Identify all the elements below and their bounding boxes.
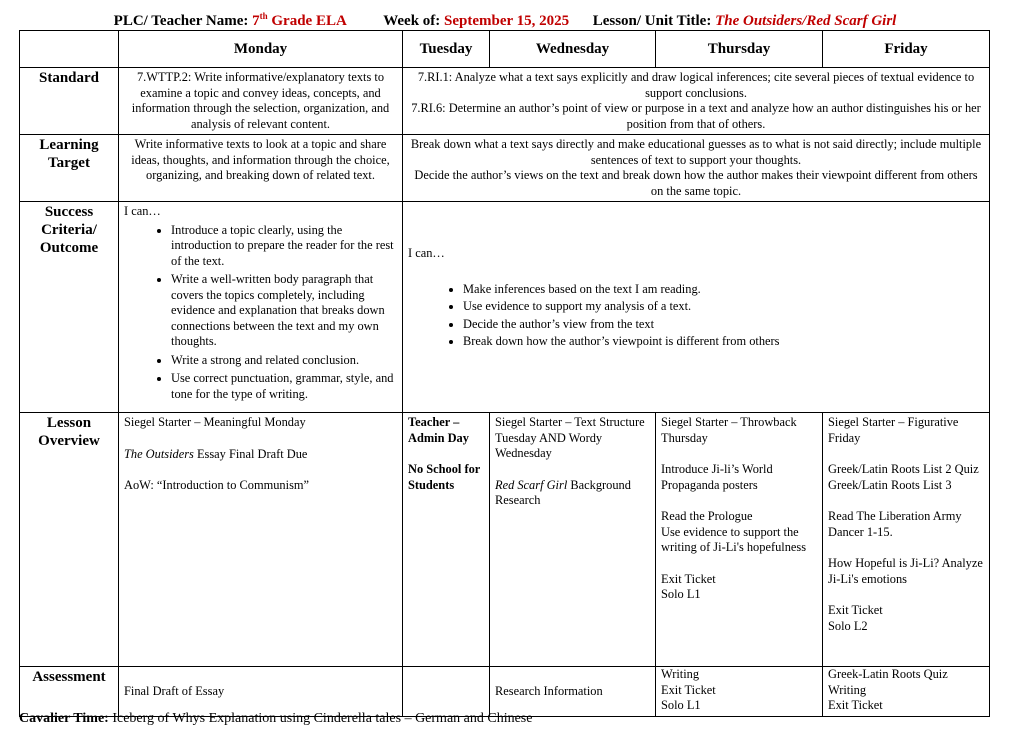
day-wednesday: Wednesday: [490, 31, 656, 68]
standard-monday: 7.WTTP.2: Write informative/explanatory texts to examine a topic and convey ideas, concepts, and information through the selection, organization, and analysis of relevant content.: [119, 68, 403, 135]
lesson-friday-starter: Siegel Starter – Figurative Friday: [828, 415, 959, 445]
lesson-tuesday: [403, 413, 490, 667]
learning-target-1: Break down what a text says directly and make educational guesses as to what is not said directly; include multiple sentences of text to support your thoughts.: [410, 137, 982, 167]
list-item: Greek-Latin Roots Quiz: [828, 667, 948, 681]
row-label-assessment: Assessment: [20, 667, 119, 717]
list-item: Exit Ticket: [828, 698, 883, 712]
lesson-wednesday-starter: Siegel Starter – Text Structure Tuesday AND Wordy Wednesday: [495, 415, 645, 460]
grade-value: 7th Grade ELA: [252, 11, 346, 29]
learning-target-monday: Write informative texts to look at a topic and share ideas, thoughts, and information through the choice, organizing, and breaking down of related text.: [119, 135, 403, 202]
assessment-friday: [823, 667, 990, 717]
lesson-thursday-exit: Exit Ticket: [661, 571, 716, 586]
list-item: • Make inferences based on the text I am reading.: [463, 282, 984, 298]
lesson-monday-essay: The Outsiders Essay Final Draft Due: [124, 446, 308, 461]
lesson-thursday-prologue: Read the Prologue: [661, 509, 753, 523]
success-rest-intro: I can…: [408, 246, 445, 261]
learning-target-2: Decide the author’s views on the text and break down how the author makes their viewpoint different from others on the same topic.: [414, 168, 978, 198]
lesson-title: The Outsiders/Red Scarf Girl: [715, 13, 897, 29]
learning-target-rest: [403, 135, 990, 202]
row-label-standard: Standard: [20, 68, 119, 135]
success-rest-list: [408, 282, 984, 350]
success-monday-intro: I can…: [124, 204, 161, 218]
list-item: • Break down how the author’s viewpoint is different from others: [463, 334, 984, 350]
assessment-thursday: [656, 667, 823, 717]
lesson-friday-list3: Greek/Latin Roots List 3: [828, 477, 952, 492]
success-criteria-row: [20, 202, 990, 413]
assessment-tuesday: [403, 667, 490, 717]
lesson-tuesday-noschool: No School for Students: [408, 462, 481, 492]
week-label: Week of:: [383, 13, 441, 29]
list-item: • Use evidence to support my analysis of a text.: [463, 299, 984, 315]
standard-ri6: 7.RI.6: Determine an author’s point of view or purpose in a text and analyze how an author distinguishes his or her position from that of others.: [411, 101, 981, 131]
day-tuesday: Tuesday: [403, 31, 490, 68]
lesson-thursday-starter: Siegel Starter – Throwback Thursday: [661, 415, 797, 445]
lesson-friday-read: Read The Liberation Army Dancer 1-15.: [828, 509, 962, 539]
list-item: • Write a strong and related conclusion.: [171, 353, 397, 369]
lesson-wednesday: [490, 413, 656, 667]
lesson-thursday-posters: Introduce Ji-li’s World Propaganda posters: [661, 462, 773, 492]
day-header-row: [20, 31, 990, 68]
cavalier-label: Cavalier Time:: [19, 711, 109, 726]
lesson-tuesday-admin: Teacher – Admin Day: [408, 415, 469, 445]
standard-rest: [403, 68, 990, 135]
learning-target-row: [20, 135, 990, 202]
lesson-plan-table: [19, 30, 990, 717]
list-item: • Introduce a topic clearly, using the introduction to prepare the reader for the rest of the text.: [171, 223, 397, 270]
lesson-thursday-solo: Solo L1: [661, 587, 701, 601]
list-item: Exit Ticket: [661, 682, 716, 697]
lesson-thursday-evidence: Use evidence to support the writing of Ji-Li's hopefulness: [661, 524, 807, 554]
lesson-thursday: [656, 413, 823, 667]
lesson-friday-solo: Solo L2: [828, 618, 868, 633]
lesson-label: Lesson/ Unit Title:: [592, 13, 712, 29]
corner-cell: [20, 31, 119, 68]
day-friday: Friday: [823, 31, 990, 68]
page-header: [0, 11, 1010, 30]
lesson-monday-starter: Siegel Starter – Meaningful Monday: [124, 415, 306, 429]
cavalier-time: [19, 711, 532, 727]
standard-row: [20, 68, 990, 135]
success-monday-list: [124, 223, 397, 403]
lesson-friday-quiz: Greek/Latin Roots List 2 Quiz: [828, 462, 979, 476]
row-label-success-criteria: Success Criteria/ Outcome: [20, 202, 119, 413]
list-item: • Write a well-written body paragraph that covers the topics completely, including evidence and explanation that breaks down connections between the text and my own thoughts.: [171, 272, 397, 350]
success-rest: [403, 202, 990, 413]
assessment-row: [20, 667, 990, 717]
standard-ri1: 7.RI.1: Analyze what a text says explicitly and draw logical inferences; cite several pieces of textual evidence to support conclusions.: [417, 70, 975, 100]
assessment-wednesday: Research Information: [490, 667, 656, 717]
lesson-monday: [119, 413, 403, 667]
success-monday: [119, 202, 403, 413]
plc-label: PLC/ Teacher Name:: [113, 13, 249, 29]
row-label-lesson-overview: Lesson Overview: [20, 413, 119, 667]
assessment-monday: Final Draft of Essay: [119, 667, 403, 717]
lesson-friday: [823, 413, 990, 667]
cavalier-text: Iceberg of Whys Explanation using Cinderella tales – German and Chinese: [112, 711, 533, 726]
row-label-learning-target: Learning Target: [20, 135, 119, 202]
lesson-friday-exit: Exit Ticket: [828, 603, 883, 617]
lesson-overview-row: [20, 413, 990, 667]
list-item: Writing: [828, 682, 867, 697]
day-thursday: Thursday: [656, 31, 823, 68]
list-item: Solo L1: [661, 698, 701, 712]
list-item: • Decide the author’s view from the text: [463, 317, 984, 333]
week-value: September 15, 2025: [444, 13, 570, 29]
lesson-wednesday-research: Red Scarf Girl Background Research: [495, 477, 631, 507]
list-item: • Use correct punctuation, grammar, style, and tone for the type of writing.: [171, 371, 397, 402]
lesson-friday-hopeful: How Hopeful is Ji-Li? Analyze Ji-Li's emotions: [828, 556, 983, 586]
lesson-monday-aow: AoW: “Introduction to Communism”: [124, 478, 310, 492]
day-monday: Monday: [119, 31, 403, 68]
list-item: Writing: [661, 667, 700, 681]
